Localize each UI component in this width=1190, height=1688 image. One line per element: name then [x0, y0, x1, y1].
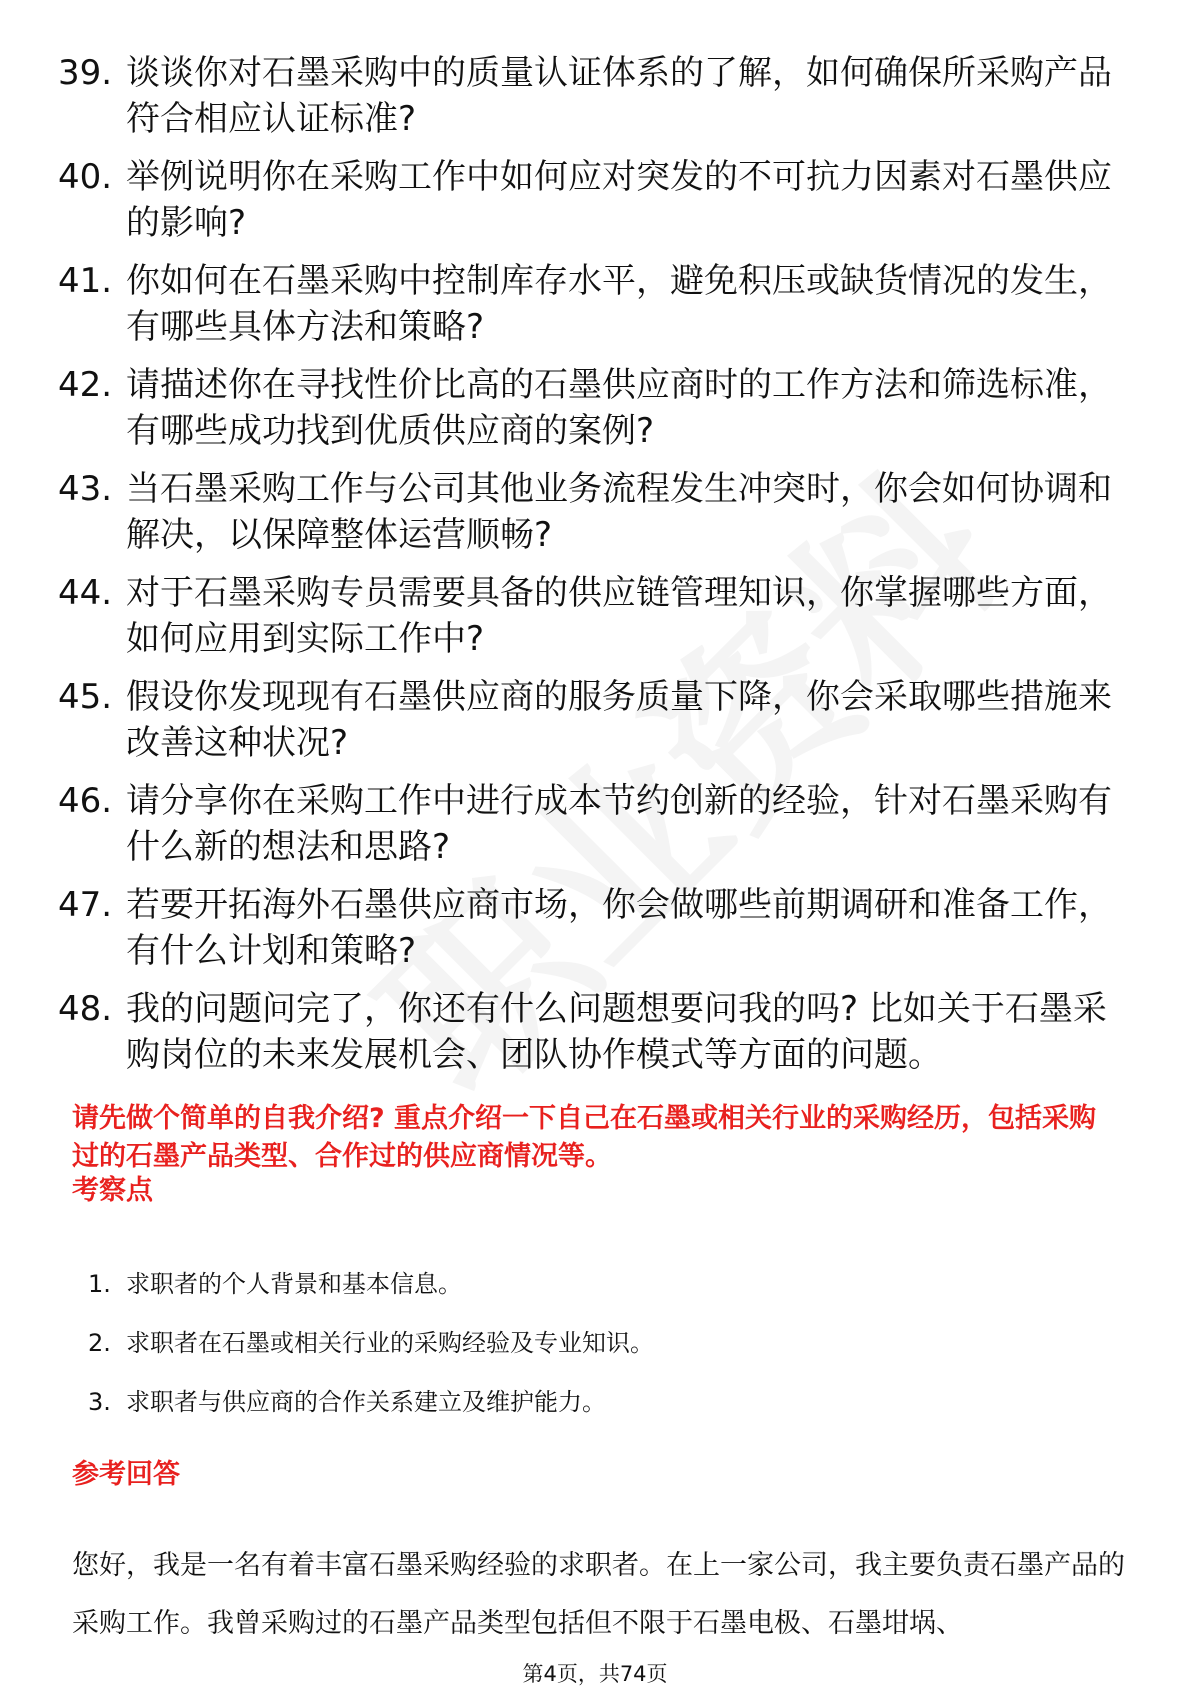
- question-item: [58, 986, 1128, 1078]
- reference-answer: 您好，我是一名有着丰富石墨采购经验的求职者。在上一家公司，我主要负责石墨产品的采购工作。我曾采购过的石墨产品类型包括但不限于石墨电极、石墨坩埚、: [72, 1550, 1125, 1639]
- question-text: 我的问题问完了，你还有什么问题想要问我的吗? 比如关于石墨采购岗位的未来发展机会、团队协作模式等方面的问题。: [126, 989, 1107, 1075]
- question-item: [58, 570, 1128, 662]
- question-number: 46.: [58, 781, 113, 821]
- question-number: 42.: [58, 365, 113, 405]
- question-text: 请描述你在寻找性价比高的石墨供应商时的工作方法和筛选标准，有哪些成功找到优质供应商的案例?: [126, 365, 1112, 451]
- question-text: 对于石墨采购专员需要具备的供应链管理知识，你掌握哪些方面，如何应用到实际工作中?: [126, 573, 1112, 659]
- reference-title: 参考回答: [72, 1459, 180, 1490]
- assessment-point: [88, 1385, 1088, 1419]
- question-text: 谈谈你对石墨采购中的质量认证体系的了解，如何确保所采购产品符合相应认证标准?: [126, 53, 1112, 139]
- question-text: 举例说明你在采购工作中如何应对突发的不可抗力因素对石墨供应的影响?: [126, 157, 1112, 243]
- question-number: 44.: [58, 573, 113, 613]
- question-item: [58, 882, 1128, 974]
- question-item: [58, 50, 1128, 142]
- highlight-question: 请先做个简单的自我介绍? 重点介绍一下自己在石墨或相关行业的采购经历，包括采购过的石墨产品类型、合作过的供应商情况等。: [72, 1103, 1097, 1172]
- question-item: [58, 674, 1128, 766]
- point-number: 2.: [88, 1329, 111, 1357]
- question-text: 请分享你在采购工作中进行成本节约创新的经验，针对石墨采购有什么新的想法和思路?: [126, 781, 1112, 867]
- question-text: 当石墨采购工作与公司其他业务流程发生冲突时，你会如何协调和解决，以保障整体运营顺畅?: [126, 469, 1112, 555]
- question-item: [58, 154, 1128, 246]
- point-text: 求职者与供应商的合作关系建立及维护能力。: [126, 1388, 606, 1416]
- question-number: 47.: [58, 885, 113, 925]
- assessment-point: [88, 1267, 1088, 1301]
- question-number: 41.: [58, 261, 113, 301]
- point-text: 求职者的个人背景和基本信息。: [126, 1270, 462, 1298]
- question-number: 45.: [58, 677, 113, 717]
- point-number: 1.: [88, 1270, 111, 1298]
- question-text: 假设你发现现有石墨供应商的服务质量下降，你会采取哪些措施来改善这种状况?: [126, 677, 1112, 763]
- question-number: 48.: [58, 989, 113, 1029]
- question-number: 43.: [58, 469, 113, 509]
- question-item: [58, 466, 1128, 558]
- assessment-point: [88, 1326, 1088, 1360]
- page-footer: 第4页，共74页: [522, 1662, 668, 1686]
- question-number: 40.: [58, 157, 113, 197]
- assessment-title: 考察点: [72, 1175, 153, 1206]
- point-text: 求职者在石墨或相关行业的采购经验及专业知识。: [126, 1329, 654, 1357]
- question-item: [58, 778, 1128, 870]
- assessment-points: [88, 1267, 1088, 1444]
- question-text: 你如何在石墨采购中控制库存水平，避免积压或缺货情况的发生，有哪些具体方法和策略?: [126, 261, 1112, 347]
- question-number: 39.: [58, 53, 113, 93]
- question-list: [58, 50, 1128, 1090]
- point-number: 3.: [88, 1388, 111, 1416]
- question-item: [58, 258, 1128, 350]
- question-text: 若要开拓海外石墨供应商市场，你会做哪些前期调研和准备工作，有什么计划和策略?: [126, 885, 1112, 971]
- question-item: [58, 362, 1128, 454]
